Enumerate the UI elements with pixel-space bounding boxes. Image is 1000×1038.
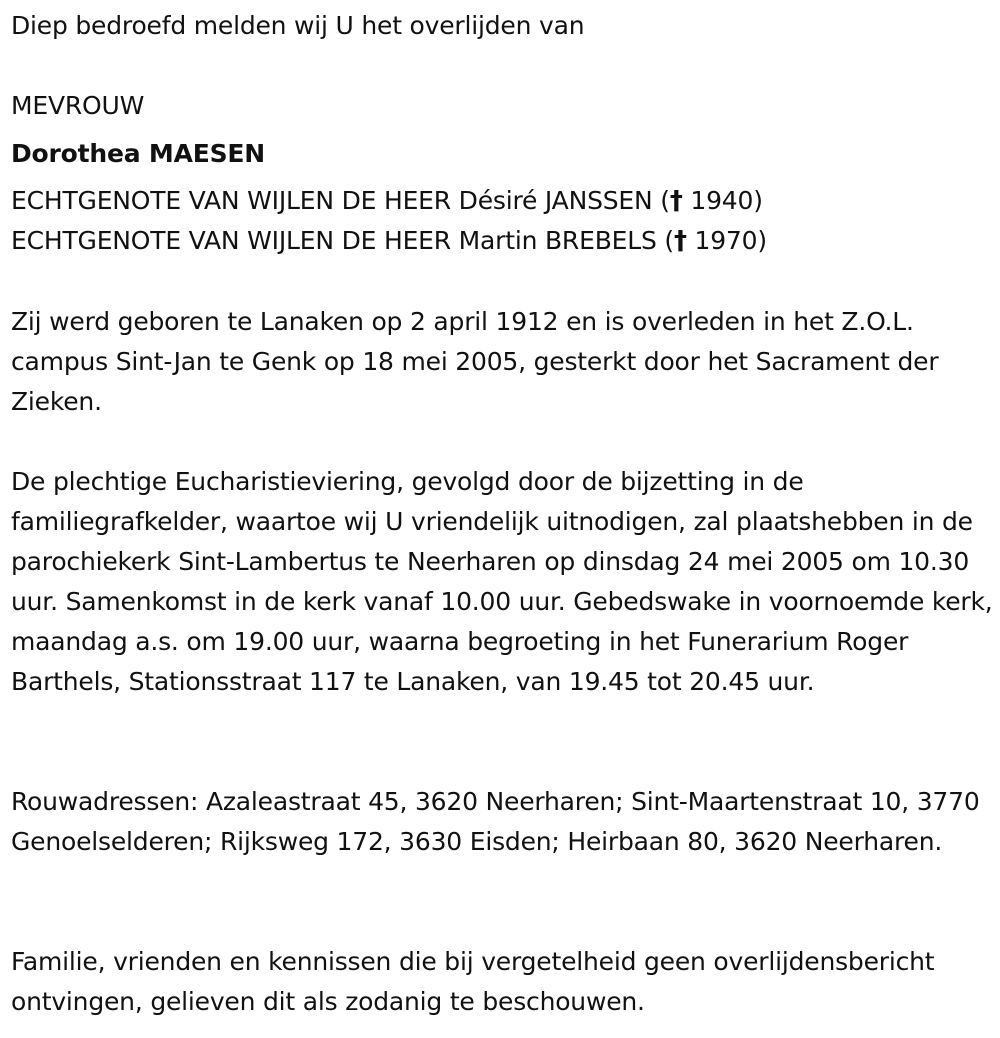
addresses-paragraph: Rouwadressen: Azaleastraat 45, 3620 Neerharen; Sint-Maartenstraat 10, 3770 Genoelselderen; Rijksweg 172, 3630 Eisden; Heirbaan 80, 3620 Neerharen. bbox=[11, 787, 980, 856]
spouse-line-2-text: ECHTGENOTE VAN WIJLEN DE HEER Martin BREBELS ( bbox=[11, 226, 674, 255]
cross-icon: † bbox=[669, 186, 683, 216]
spouse-line-2-year: 1970) bbox=[686, 226, 767, 255]
intro-text: Diep bedroefd melden wij U het overlijden van bbox=[11, 11, 585, 40]
spouse-line-1-text: ECHTGENOTE VAN WIJLEN DE HEER Désiré JANSSEN ( bbox=[11, 186, 670, 215]
salutation: MEVROUW bbox=[11, 91, 145, 120]
spouse-line-1 bbox=[11, 181, 763, 221]
deceased-name: Dorothea MAESEN bbox=[11, 139, 266, 168]
birth-death-paragraph: Zij werd geboren te Lanaken op 2 april 1912 en is overleden in het Z.O.L. campus Sint-Jan te Genk op 18 mei 2005, gesterkt door het Sacrament der Zieken. bbox=[11, 307, 939, 416]
spouse-line-1-year: 1940) bbox=[682, 186, 763, 215]
closing-paragraph: Familie, vrienden en kennissen die bij vergetelheid geen overlijdensbericht ontvingen, gelieven dit als zodanig te beschouwen. bbox=[11, 947, 935, 1016]
spouse-line-2 bbox=[11, 221, 767, 261]
funeral-paragraph: De plechtige Eucharistieviering, gevolgd door de bijzetting in de familiegrafkelder, waartoe wij U vriendelijk uitnodigen, zal plaatshebben in de parochiekerk Sint-Lambertus te Neerharen op dinsdag 24 mei 2005 om 10.30 uur. Samenkomst in de kerk vanaf 10.00 uur. Gebedswake in voornoemde kerk, maandag a.s. om 19.00 uur, waarna begroeting in het Funerarium Roger Barthels, Stationsstraat 117 te Lanaken, van 19.45 tot 20.45 uur. bbox=[11, 467, 993, 696]
cross-icon: † bbox=[673, 226, 687, 256]
